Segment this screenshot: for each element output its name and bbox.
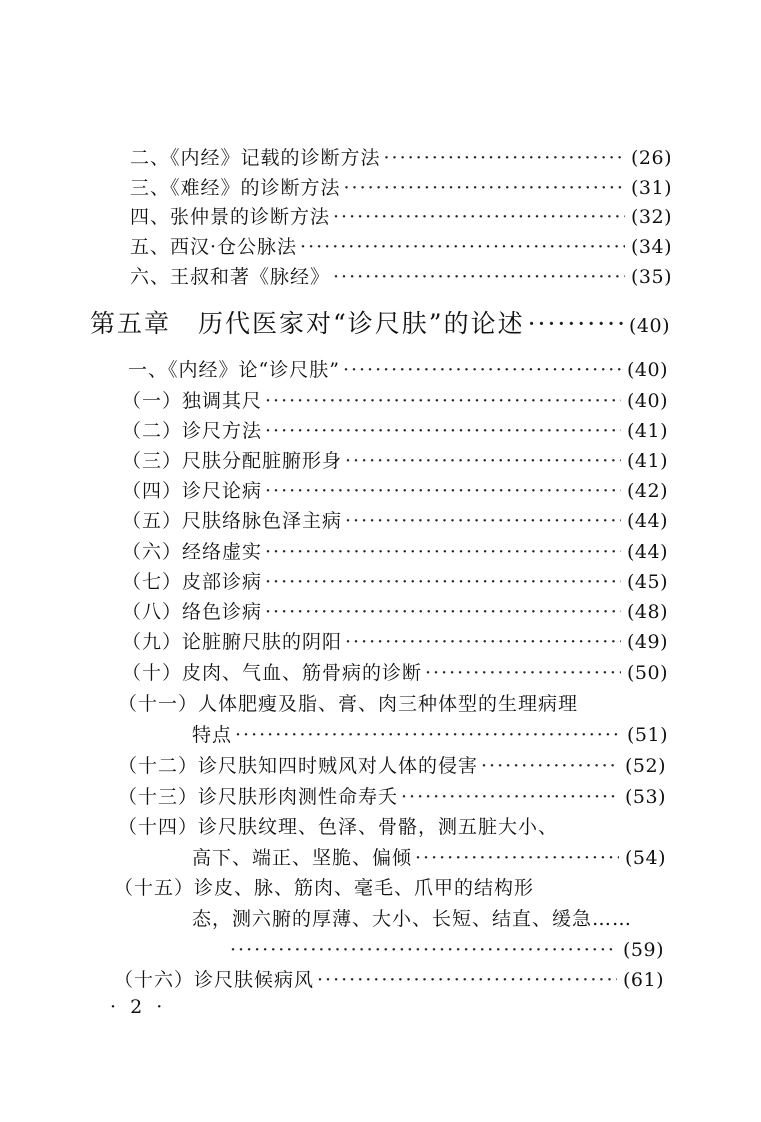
toc-leader-dots [317,968,617,992]
toc-entry-page: (53) [624,786,666,808]
toc-leader-dots [344,176,625,200]
toc-entry [122,600,668,624]
toc-entry [192,723,668,747]
toc-entry [122,509,668,533]
toc-entry-page: (51) [626,724,668,746]
toc-entry-title: 六、王叔和著《脉经》 [130,266,331,288]
toc-entry-title: （十四）诊尺肤纹理、色泽、骨骼，测五脏大小、 [118,816,559,838]
toc-entry-page: (52) [624,755,666,777]
toc-leader-dots [235,723,621,747]
toc-leader-dots [333,265,625,289]
chapter-title: 第五章 历代医家对“诊尺肤”的论述 [90,309,525,338]
toc-leader-dots [333,205,625,229]
toc-entry [130,235,672,259]
toc-entry [122,479,668,503]
toc-leader-dots [265,570,621,594]
toc-entry-page: (35) [630,266,672,288]
toc-leader-dots [345,509,621,533]
toc-entry-title: （十五）诊皮、脉、筋肉、毫毛、爪甲的结构形 [114,877,535,899]
toc-entry-title: （三）尺肤分配脏腑形身 [122,450,343,472]
toc-entry [122,389,668,413]
toc-entry-title: （八）络色诊病 [122,601,263,623]
toc-entry-title: （一）独调其尺 [122,390,263,412]
toc-leader-dots [265,540,621,564]
toc-entry-title: （十二）诊尺肤知四时贼风对人体的侵害 [118,755,479,777]
toc-leader-dots [481,754,619,778]
toc-entry [118,754,666,778]
toc-leader-dots [401,785,619,809]
toc-leader-dots [230,938,617,962]
toc-entry-title: （十六）诊尺肤候病风 [114,969,315,991]
toc-entry [122,449,668,473]
toc-leader-dots [265,600,621,624]
toc-entry [130,205,672,229]
toc-entry [114,968,664,992]
toc-leader-dots [265,419,621,443]
toc-entry-page: (31) [630,177,672,199]
toc-entry [122,540,668,564]
toc-leader-dots [528,308,623,340]
toc-entry [122,419,668,443]
toc-entry-title: 一、《内经》论“诊尺肤” [128,359,340,381]
toc-entry-page: (50) [626,662,668,684]
toc-entry-title: 三、《难经》的诊断方法 [130,177,341,199]
toc-entry-page: (61) [622,969,664,991]
toc-entry-title: （五）尺肤络脉色泽主病 [122,510,343,532]
toc-entry [230,938,664,962]
toc-chapter-heading [90,308,670,342]
toc-entry-title: 四、张仲景的诊断方法 [130,206,331,228]
toc-entry-title-continued: 高下、端正、坚脆、偏倾 [192,847,413,869]
toc-entry-page: (59) [622,939,664,961]
toc-entry [130,265,672,289]
toc-entry-title: （六）经络虚实 [122,541,263,563]
toc-leader-dots [265,389,621,413]
toc-entry-page: (41) [626,450,668,472]
toc-leader-dots [345,630,621,654]
toc-entry-page: (45) [626,571,668,593]
chapter-page: (40) [628,315,670,337]
toc-leader-dots [300,235,625,259]
toc-leader-dots [343,358,621,382]
page-number: · 2 · [110,996,167,1018]
toc-entry [122,661,668,685]
toc-entry-title: 五、西汉·仓公脉法 [130,236,298,258]
toc-entry-page: (42) [626,480,668,502]
toc-entry [122,570,668,594]
toc-entry [130,176,672,200]
toc-entry-page: (44) [626,510,668,532]
toc-entry-title: （二）诊尺方法 [122,420,263,442]
toc-entry-page: (34) [630,236,672,258]
toc-leader-dots [415,846,619,870]
toc-entry-page: (41) [626,420,668,442]
toc-entry [118,785,666,809]
toc-leader-dots [384,146,625,170]
toc-entry-page: (26) [630,147,672,169]
toc-entry [192,846,666,870]
toc-entry-title: （十）皮肉、气血、筋骨病的诊断 [122,662,423,684]
toc-entry-page: (40) [626,359,668,381]
toc-entry-title: 二、《内经》记载的诊断方法 [130,147,381,169]
toc-entry-title: （九）论脏腑尺肤的阴阳 [122,631,343,653]
toc-entry-page: (49) [626,631,668,653]
toc-entry-title: （四）诊尺论病 [122,480,263,502]
toc-leader-dots [425,661,621,685]
toc-entry-page: (44) [626,541,668,563]
toc-leader-dots [345,449,621,473]
toc-leader-dots [265,479,621,503]
toc-entry-page: (48) [626,601,668,623]
toc-entry-title-continued: 态，测六腑的厚薄、大小、长短、结直、缓急…… [192,908,633,930]
toc-entry [128,358,668,382]
toc-entry-page: (32) [630,206,672,228]
toc-entry-title: （十一）人体肥瘦及脂、膏、肉三种体型的生理病理 [118,693,579,715]
toc-entry-page: (40) [626,390,668,412]
toc-entry [130,146,672,170]
toc-entry-title-continued: 特点 [192,724,233,746]
toc-entry [122,630,668,654]
toc-entry-title: （十三）诊尺肤形肉测性命寿夭 [118,786,399,808]
toc-entry-page: (54) [624,847,666,869]
toc-entry-title: （七）皮部诊病 [122,571,263,593]
